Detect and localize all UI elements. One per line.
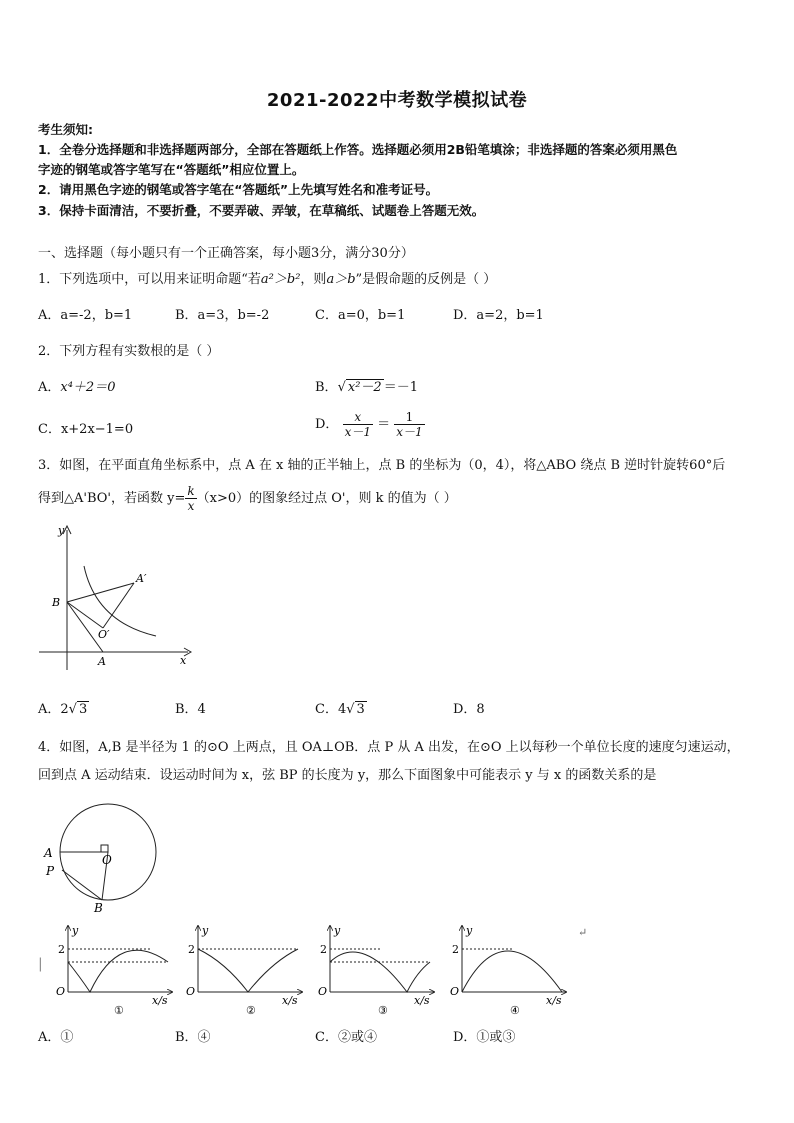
label-a: A	[98, 655, 106, 668]
q3-a-radicand: 3	[78, 702, 88, 717]
q2-d-eq: ＝	[377, 417, 391, 432]
q2-b-radicand: x²－2	[347, 380, 382, 395]
q3-figure	[36, 522, 196, 672]
q3-option-d[interactable]: D．8	[453, 702, 485, 717]
label-x: x	[180, 654, 187, 667]
q4-graph-options	[50, 922, 580, 1022]
q3-a-radical-sign: √	[68, 702, 77, 717]
chord-bp	[62, 870, 102, 900]
q1-stem-a: 1．下列选项中，可以用来证明命题“若	[38, 272, 261, 287]
curve-1	[68, 950, 168, 992]
graph-2	[198, 926, 302, 992]
question-1-stem	[38, 270, 496, 290]
notice-heading: 考生须知:	[38, 122, 93, 137]
q2-b-radical-sign: √	[337, 380, 346, 395]
q2-option-b[interactable]	[315, 378, 418, 398]
q2-d-label: D．	[315, 417, 339, 432]
g2-caption: ②	[246, 1004, 256, 1017]
q1-option-d[interactable]: D．a=2，b=1	[453, 308, 544, 323]
q1-stem-d: a＞b	[326, 272, 356, 287]
g4-label-xs: x/s	[546, 994, 562, 1007]
notice-item-1-cont: 字迹的钢笔或答字笔写在“答题纸”相应位置上。	[38, 162, 305, 177]
notice-item-2: 2．请用黑色字迹的钢笔或答字笔在“答题纸”上先填写姓名和准考证号。	[38, 182, 439, 197]
notice-item-3: 3．保持卡面清洁，不要折叠，不要弄破、弄皱，在草稿纸、试题卷上答题无效。	[38, 203, 485, 218]
page-title: 2021-2022中考数学模拟试卷	[266, 90, 528, 111]
g4-label-y: y	[466, 924, 473, 937]
q4-circle-figure	[40, 800, 160, 915]
q1-stem-e: ”是假命题的反例是（ ）	[355, 272, 497, 287]
q3-option-a[interactable]	[38, 700, 89, 720]
right-angle-mark	[101, 845, 108, 852]
segment-a2o2	[103, 583, 134, 628]
label-a: A	[44, 846, 53, 860]
q2-option-a[interactable]	[38, 378, 115, 398]
frac-numerator: x	[343, 410, 373, 425]
g4-label-o: O	[450, 985, 460, 998]
q3-c-radicand: 3	[356, 702, 365, 717]
q3-c-radical-sign: √	[346, 702, 355, 717]
frac-denominator: x－1	[344, 425, 371, 439]
question-4-line-1: 4．如图，A,B 是半径为 1 的⊙O 上两点，且 OA⊥OB．点 P 从 A 出发，在⊙O 上以每秒一个单位长度的速度匀速运动，	[38, 740, 740, 755]
stray-bracket: |	[38, 956, 43, 972]
q2-b-rest: ＝－1	[383, 380, 418, 395]
g2-label-xs: x/s	[282, 994, 298, 1007]
q2-d-frac-right	[394, 410, 424, 439]
return-mark: ↵	[578, 926, 588, 939]
q3-line2-b: （x>0）的图象经过点 O'，则 k 的值为（ ）	[196, 491, 457, 506]
g1-label-xs: x/s	[152, 994, 168, 1007]
q4-option-d[interactable]: D．①或③	[453, 1030, 516, 1045]
q1-stem-b: a²＞b²	[260, 272, 301, 287]
q3-fraction	[185, 484, 196, 513]
segment-bo2	[67, 602, 103, 628]
question-4-line-2: 回到点 A 运动结束．设运动时间为 x，弦 BP 的长度为 y，那么下面图象中可能表示 y 与 x 的函数关系的是	[38, 768, 657, 783]
q2-option-d[interactable]	[315, 410, 425, 439]
frac-denominator: x	[187, 499, 195, 513]
g1-label-y: y	[72, 924, 79, 937]
curve-2	[198, 949, 298, 992]
q4-option-a[interactable]: A．①	[38, 1030, 74, 1045]
g3-label-xs: x/s	[414, 994, 430, 1007]
label-b: B	[94, 901, 103, 915]
question-3-line-2	[38, 484, 457, 513]
g1-caption: ①	[114, 1004, 124, 1017]
q1-stem-c: ，则	[300, 272, 327, 287]
label-o: O	[102, 853, 112, 867]
g4-label-2: 2	[452, 943, 459, 956]
graph-4	[462, 926, 566, 992]
q3-a-label: A．2	[38, 702, 69, 717]
question-3-line-1: 3．如图，在平面直角坐标系中，点 A 在 x 轴的正半轴上，点 B 的坐标为（0，4），将△ABO 绕点 B 逆时针旋转60°后	[38, 458, 726, 473]
g1-label-2: 2	[58, 943, 65, 956]
g2-label-y: y	[202, 924, 209, 937]
g2-label-2: 2	[188, 943, 195, 956]
q1-option-b[interactable]: B．a=3，b=-2	[175, 308, 270, 323]
g3-label-o: O	[318, 985, 328, 998]
q1-option-c[interactable]: C．a=0，b=1	[315, 308, 406, 323]
segment-ba	[67, 602, 103, 652]
label-y: y	[58, 524, 65, 537]
label-p: P	[46, 864, 55, 878]
q2-a-expr: x⁴＋2＝0	[60, 380, 116, 395]
q4-option-c[interactable]: C．②或④	[315, 1030, 377, 1045]
g3-label-2: 2	[320, 943, 327, 956]
g3-caption: ③	[378, 1004, 388, 1017]
g3-label-y: y	[334, 924, 341, 937]
q3-option-c[interactable]	[315, 700, 367, 720]
curve-4	[462, 951, 562, 992]
q3-option-b[interactable]: B．4	[175, 702, 206, 717]
frac-numerator: k	[187, 484, 195, 498]
g1-label-o: O	[56, 985, 66, 998]
curve-3	[330, 952, 430, 992]
label-o-prime: O′	[98, 628, 110, 641]
graph-1	[68, 926, 172, 992]
frac-numerator: 1	[394, 410, 424, 425]
section-heading: 一、选择题（每小题只有一个正确答案，每小题3分，满分30分）	[38, 246, 414, 261]
g4-caption: ④	[510, 1004, 520, 1017]
graph-3	[330, 926, 434, 992]
label-b: B	[52, 596, 61, 609]
q2-option-c[interactable]: C．x+2x−1=0	[38, 422, 134, 437]
notice-item-1: 1．全卷分选择题和非选择题两部分，全部在答题纸上作答。选择题必须用2B铅笔填涂；非选择题的答案必须用黑色	[38, 142, 678, 157]
q2-d-frac-left	[343, 410, 373, 439]
q2-a-label: A．	[38, 380, 61, 395]
segment-ba2	[67, 583, 134, 602]
q3-line2-a: 得到△A'BO'，若函数 y=	[38, 491, 186, 506]
g2-label-o: O	[186, 985, 196, 998]
frac-denominator: x－1	[396, 425, 423, 439]
label-a-prime: A′	[136, 572, 147, 585]
question-2-stem: 2．下列方程有实数根的是（ ）	[38, 344, 220, 359]
q4-option-b[interactable]: B．④	[175, 1030, 211, 1045]
q3-c-label: C．4	[315, 702, 347, 717]
q2-b-label: B．	[315, 380, 338, 395]
q1-option-a[interactable]: A．a=-2，b=1	[38, 308, 133, 323]
